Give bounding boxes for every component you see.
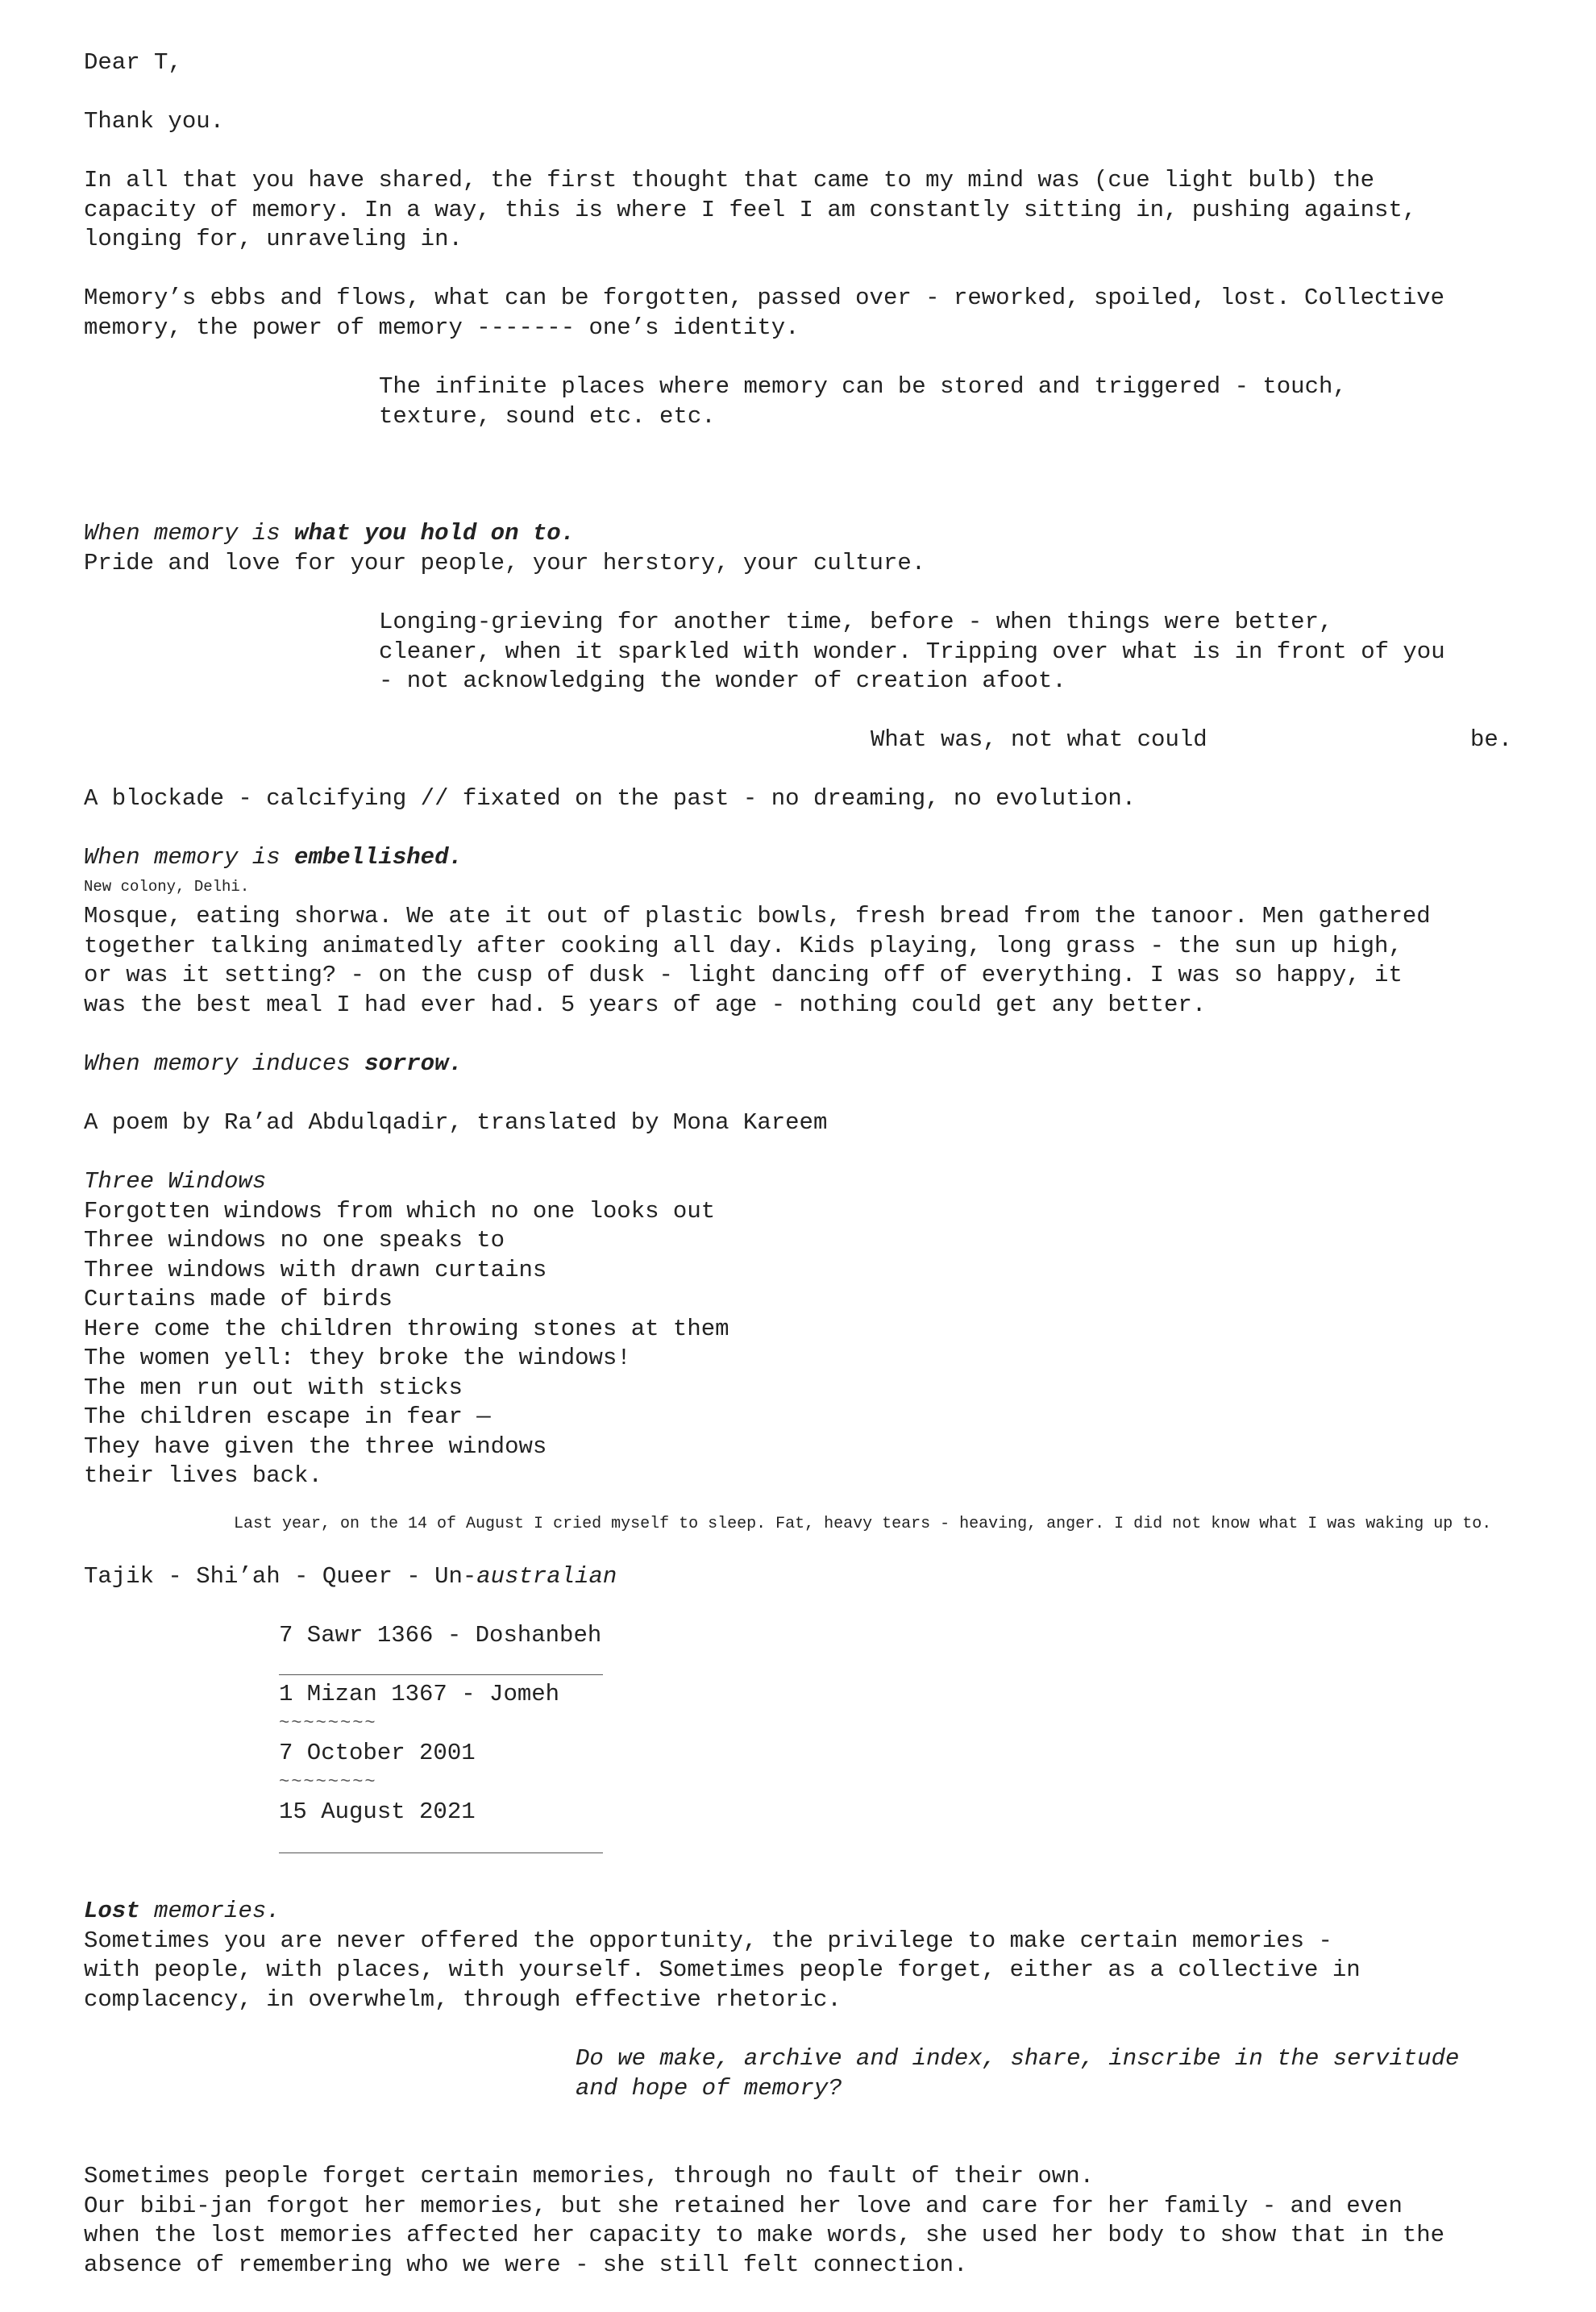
poem-line-5: Here come the children throwing stones at them <box>84 1315 729 1342</box>
sometimes2-line-3: when the lost memories affected her capacity to make words, she used her body to show that in the <box>84 2222 1445 2248</box>
mosque-line-3: or was it setting? - on the cusp of dusk - light dancing off of everything. I was so happy, it <box>84 962 1403 988</box>
sometimes2-line-1: Sometimes people forget certain memories, through no fault of their own. <box>84 2163 1095 2189</box>
poem-title: Three Windows <box>84 1168 267 1195</box>
sometimes1-line-2: with people, with places, with yourself. Sometimes people forget, either as a collective in <box>84 1956 1361 1983</box>
poem-line-10: their lives back. <box>84 1462 322 1489</box>
poem-line-2: Three windows no one speaks to <box>84 1227 505 1254</box>
sorrow-prefix: When memory induces <box>84 1050 365 1077</box>
poem-line-8: The children escape in fear — <box>84 1403 491 1430</box>
sometimes2-line-2: Our bibi-jan forgot her memories, but she retained her love and care for her family - and even <box>84 2192 1403 2219</box>
embellished-bold: embellished. <box>294 844 463 871</box>
longing-line-2: cleaner, when it sparkled with wonder. Tripping over what is in front of you <box>379 638 1445 665</box>
question-line-2: and hope of memory? <box>576 2074 842 2102</box>
sometimes1-line-1: Sometimes you are never offered the opportunity, the privilege to make certain memories - <box>84 1927 1332 1954</box>
longing-line-1: Longing-grieving for another time, before - when things were better, <box>379 609 1333 635</box>
date-4: 15 August 2021 <box>279 1798 476 1825</box>
salutation: Dear T, <box>84 49 182 76</box>
poem-line-9: They have given the three windows <box>84 1433 547 1460</box>
place-note: New colony, Delhi. <box>84 878 250 896</box>
hold-heading-bold: what you hold on to. <box>294 520 576 547</box>
date-3: 7 October 2001 <box>279 1740 476 1766</box>
blockade-line: A blockade - calcifying // fixated on the past - no dreaming, no evolution. <box>84 785 1137 812</box>
identity-prefix: Tajik - Shi’ah - Queer - Un- <box>84 1563 477 1590</box>
question-line-1: Do we make, archive and index, share, inscribe in the servitude <box>576 2045 1460 2072</box>
be-word: be. <box>1470 726 1513 753</box>
what-was-line: What was, not what could <box>871 726 1207 753</box>
mosque-line-4: was the best meal I had ever had. 5 years of age - nothing could get any better. <box>84 991 1207 1018</box>
date-2: 1 Mizan 1367 - Jomeh <box>279 1681 560 1707</box>
poem-line-7: The men run out with sticks <box>84 1374 463 1401</box>
mosque-line-1: Mosque, eating shorwa. We ate it out of plastic bowls, fresh bread from the tanoor. Men gathered <box>84 903 1431 929</box>
lost-heading <box>84 1897 281 1927</box>
poem-line-1: Forgotten windows from which no one looks out <box>84 1197 716 1225</box>
lost-rest: memories. <box>139 1898 281 1924</box>
lost-bold: Lost <box>84 1898 140 1924</box>
longing-line-3: - not acknowledging the wonder of creation afoot. <box>379 667 1066 694</box>
embellished-heading <box>84 843 463 873</box>
poem-line-3: Three windows with drawn curtains <box>84 1256 547 1283</box>
sometimes2-line-4: absence of remembering who we were - she still felt connection. <box>84 2251 968 2278</box>
para2-line-2: memory, the power of memory ------- one’s identity. <box>84 314 800 341</box>
poem-credit: A poem by Ra’ad Abdulqadir, translated by Mona Kareem <box>84 1109 828 1136</box>
identity-line <box>84 1562 617 1592</box>
date-1: 7 Sawr 1366 - Doshanbeh <box>279 1622 602 1649</box>
para1-line-1: In all that you have shared, the first thought that came to my mind was (cue light bulb) the <box>84 167 1375 193</box>
poem-line-6: The women yell: they broke the windows! <box>84 1345 631 1371</box>
tilde-mark-1: ~~~~~~~~ <box>279 1713 377 1733</box>
embellished-prefix: When memory is <box>84 844 295 871</box>
para1-line-3: longing for, unraveling in. <box>84 226 463 252</box>
indent1-line-2: texture, sound etc. etc. <box>379 402 716 430</box>
date-rule-1 <box>279 1674 603 1675</box>
para1-line-2: capacity of memory. In a way, this is where I feel I am constantly sitting in, pushing against, <box>84 196 1417 223</box>
last-year-note: Last year, on the 14 of August I cried myself to sleep. Fat, heavy tears - heaving, anger. I did not know what I was waking up to. <box>234 1515 1492 1533</box>
tilde-mark-2: ~~~~~~~~ <box>279 1772 377 1792</box>
thanks-line: Thank you. <box>84 108 225 135</box>
hold-heading <box>84 519 575 549</box>
mosque-line-2: together talking animatedly after cooking all day. Kids playing, long grass - the sun up high, <box>84 932 1403 959</box>
identity-italic: australian <box>476 1563 617 1590</box>
indent1-line-1: The infinite places where memory can be stored and triggered - touch, <box>379 373 1347 400</box>
poem-line-4: Curtains made of birds <box>84 1286 393 1312</box>
sorrow-heading <box>84 1050 463 1079</box>
sometimes1-line-3: complacency, in overwhelm, through effective rhetoric. <box>84 1986 842 2013</box>
sorrow-bold: sorrow. <box>364 1050 463 1077</box>
para2-line-1: Memory’s ebbs and flows, what can be forgotten, passed over - reworked, spoiled, lost. Collective <box>84 285 1445 311</box>
hold-heading-prefix: When memory is <box>84 520 295 547</box>
hold-line: Pride and love for your people, your herstory, your culture. <box>84 549 926 576</box>
